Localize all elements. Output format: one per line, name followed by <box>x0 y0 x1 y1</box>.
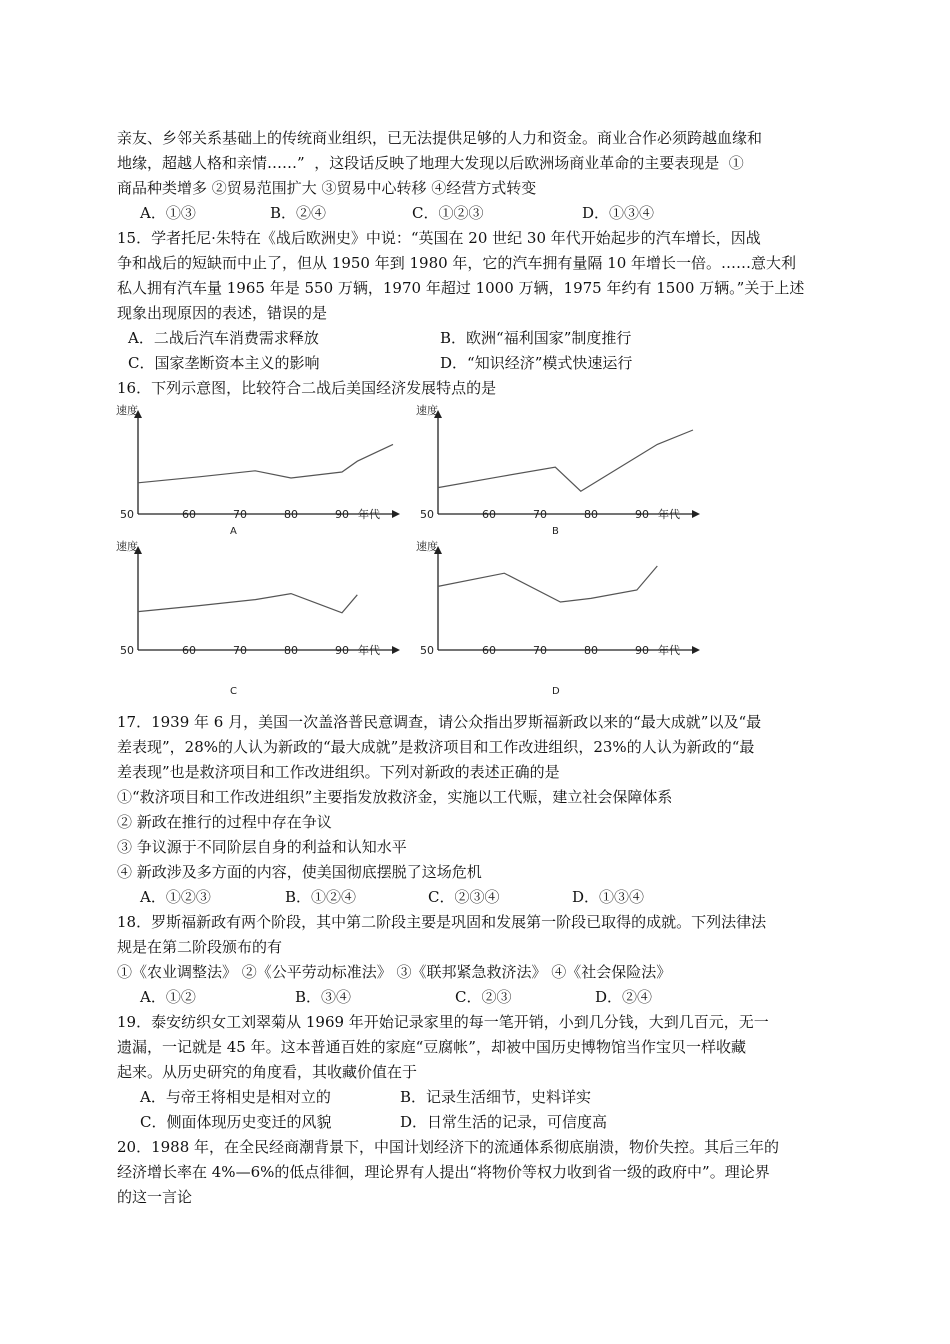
q19-line-3: 起来。从历史研究的角度看，其收藏价值在于 <box>117 1063 418 1081</box>
q20-line-3: 的这一言论 <box>117 1188 193 1206</box>
q14-option-a: A．①③ <box>140 204 196 222</box>
q18-line-2: 规是在第二阶段颁布的有 <box>117 938 283 956</box>
chart-caption: B <box>552 526 559 537</box>
q19-line-1: 19．泰安纺织女工刘翠菊从 1969 年开始记录家里的每一笔开销，小到几分钱，大到几百元，无一 <box>117 1013 769 1031</box>
chart-caption: C <box>230 686 237 697</box>
x-axis-label: 年代 <box>658 644 680 657</box>
q17-line-4: ①“救济项目和工作改进组织”主要指发放救济金，实施以工代赈，建立社会保障体系 <box>117 788 673 806</box>
q17-line-6: ③ 争议源于不同阶层自身的利益和认知水平 <box>117 838 407 856</box>
x-axis-arrow <box>692 646 700 654</box>
q18-line-3: ①《农业调整法》 ②《公平劳动标准法》 ③《联邦紧急救济法》 ④《社会保险法》 <box>117 963 672 981</box>
chart-svg <box>412 404 712 539</box>
q17-option-b: B．①②④ <box>285 888 357 906</box>
x-tick-label: 60 <box>182 644 196 657</box>
series-line <box>438 566 657 602</box>
q15-option-c: C．国家垄断资本主义的影响 <box>128 354 320 372</box>
x-tick-label: 80 <box>584 644 598 657</box>
x-tick-label: 70 <box>533 508 547 521</box>
x-tick-label: 70 <box>533 644 547 657</box>
q19-line-2: 遗漏，一记就是 45 年。这本普通百姓的家庭“豆腐帐”，却被中国历史博物馆当作宝贝一样收藏 <box>117 1038 746 1056</box>
q17-option-a: A．①②③ <box>140 888 211 906</box>
y-axis-label: 速度 <box>116 404 138 417</box>
q14-line-3: 商品种类增多 ②贸易范围扩大 ③贸易中心转移 ④经营方式转变 <box>117 179 537 197</box>
x-tick-label: 50 <box>120 508 134 521</box>
q17-option-d: D．①③④ <box>572 888 645 906</box>
x-tick-label: 70 <box>233 644 247 657</box>
q16-stem: 16．下列示意图，比较符合二战后美国经济发展特点的是 <box>117 379 497 397</box>
q15-line-2: 争和战后的短缺而中止了，但从 1950 年到 1980 年，它的汽车拥有量隔 10 年增长一倍。……意大利 <box>117 254 797 272</box>
q19-option-d: D．日常生活的记录，可信度高 <box>400 1113 608 1131</box>
q17-option-c: C．②③④ <box>428 888 500 906</box>
y-axis-label: 速度 <box>416 540 438 553</box>
q18-option-a: A．①② <box>140 988 196 1006</box>
q17-line-3: 差表现”也是救济项目和工作改进组织。下列对新政的表述正确的是 <box>117 763 560 781</box>
q15-line-1: 15．学者托尼·朱特在《战后欧洲史》中说：“英国在 20 世纪 30 年代开始起步的汽车增长，因战 <box>117 229 761 247</box>
q14-option-b: B．②④ <box>270 204 327 222</box>
q18-option-d: D．②④ <box>595 988 653 1006</box>
x-axis-arrow <box>392 510 400 518</box>
x-tick-label: 90 <box>635 644 649 657</box>
chart-svg <box>112 404 412 539</box>
q17-line-7: ④ 新政涉及多方面的内容，使美国彻底摆脱了这场危机 <box>117 863 482 881</box>
q18-option-b: B．③④ <box>295 988 352 1006</box>
q15-line-4: 现象出现原因的表述，错误的是 <box>117 304 328 322</box>
x-tick-label: 60 <box>182 508 196 521</box>
series-line <box>138 444 393 482</box>
x-axis-label: 年代 <box>658 508 680 521</box>
x-tick-label: 90 <box>335 644 349 657</box>
chart-svg <box>412 540 712 697</box>
chart-c <box>112 540 412 697</box>
q14-option-c: C．①②③ <box>412 204 484 222</box>
chart-svg <box>112 540 412 697</box>
q18-option-c: C．②③ <box>455 988 512 1006</box>
q15-option-a: A．二战后汽车消费需求释放 <box>128 329 319 347</box>
x-tick-label: 50 <box>420 644 434 657</box>
x-tick-label: 80 <box>284 508 298 521</box>
y-axis-label: 速度 <box>116 540 138 553</box>
q14-option-d: D．①③④ <box>582 204 655 222</box>
series-line <box>138 594 357 613</box>
chart-d <box>412 540 712 697</box>
x-tick-label: 50 <box>120 644 134 657</box>
q19-option-a: A．与帝王将相史是相对立的 <box>140 1088 331 1106</box>
q15-option-b: B．欧洲“福利国家”制度推行 <box>440 329 632 347</box>
chart-caption: A <box>230 526 237 537</box>
x-tick-label: 50 <box>420 508 434 521</box>
q18-line-1: 18．罗斯福新政有两个阶段，其中第二阶段主要是巩固和发展第一阶段已取得的成就。下列法律法 <box>117 913 767 931</box>
q17-line-5: ② 新政在推行的过程中存在争议 <box>117 813 332 831</box>
x-axis-label: 年代 <box>358 508 380 521</box>
x-tick-label: 80 <box>284 644 298 657</box>
q17-line-1: 17．1939 年 6 月，美国一次盖洛普民意调查，请公众指出罗斯福新政以来的“最大成就”以及“最 <box>117 713 762 731</box>
q14-line-2: 地缘，超越人格和亲情……” ，这段话反映了地理大发现以后欧洲场商业革命的主要表现是 ① <box>117 154 744 172</box>
y-axis-label: 速度 <box>416 404 438 417</box>
series-line <box>438 430 693 491</box>
x-axis-label: 年代 <box>358 644 380 657</box>
q15-option-d: D．“知识经济”模式快速运行 <box>440 354 633 372</box>
x-axis-arrow <box>692 510 700 518</box>
chart-caption: D <box>552 686 560 697</box>
x-tick-label: 90 <box>635 508 649 521</box>
chart-b <box>412 404 712 543</box>
x-tick-label: 90 <box>335 508 349 521</box>
q20-line-2: 经济增长率在 4%—6%的低点徘徊，理论界有人提出“将物价等权力收到省一级的政府中”。理论界 <box>117 1163 770 1181</box>
q19-option-c: C．侧面体现历史变迁的风貌 <box>140 1113 332 1131</box>
chart-a <box>112 404 412 543</box>
q15-line-3: 私人拥有汽车量 1965 年是 550 万辆，1970 年超过 1000 万辆，1975 年约有 1500 万辆。”关于上述 <box>117 279 805 297</box>
q14-line-1: 亲友、乡邻关系基础上的传统商业组织，已无法提供足够的人力和资金。商业合作必须跨越血缘和 <box>117 129 763 147</box>
x-tick-label: 60 <box>482 644 496 657</box>
q17-line-2: 差表现”，28%的人认为新政的“最大成就”是救济项目和工作改进组织，23%的人认为新政的“最 <box>117 738 755 756</box>
q19-option-b: B．记录生活细节，史料详实 <box>400 1088 592 1106</box>
x-axis-arrow <box>392 646 400 654</box>
x-tick-label: 80 <box>584 508 598 521</box>
x-tick-label: 60 <box>482 508 496 521</box>
q20-line-1: 20．1988 年，在全民经商潮背景下，中国计划经济下的流通体系彻底崩溃，物价失控。其后三年的 <box>117 1138 780 1156</box>
x-tick-label: 70 <box>233 508 247 521</box>
